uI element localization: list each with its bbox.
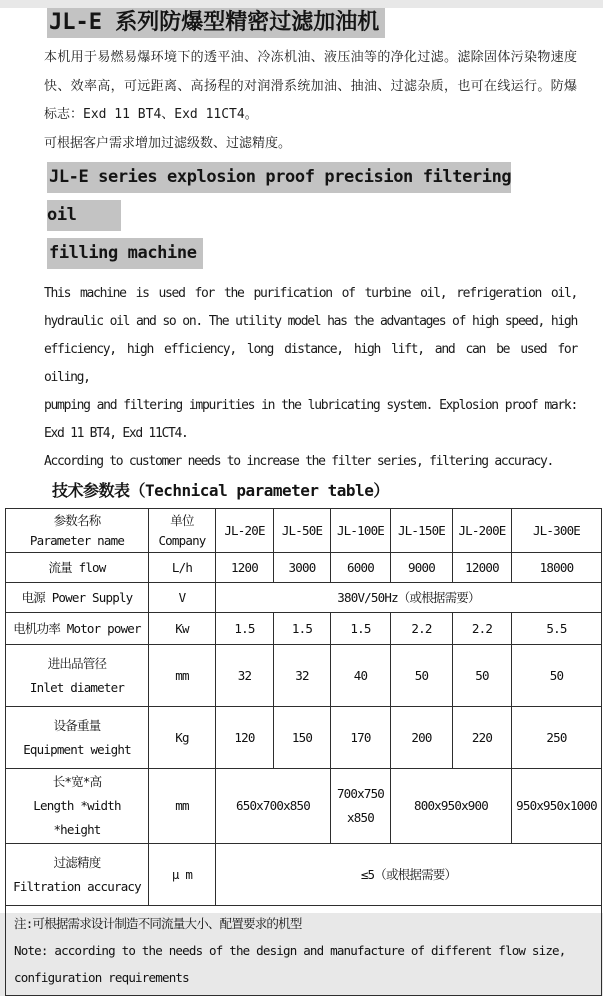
cell-line: 1.5 bbox=[234, 620, 255, 636]
table-cell bbox=[149, 613, 216, 645]
cell-line: 32 bbox=[295, 667, 309, 683]
text-line bbox=[44, 420, 577, 448]
table-cell bbox=[6, 769, 149, 844]
cell-line: L/h bbox=[171, 559, 193, 575]
cell-line: Inlet diameter bbox=[29, 679, 125, 695]
table-cell bbox=[216, 613, 274, 645]
text-line-content: Exd 11 BT4, Exd 11CT4. bbox=[44, 426, 188, 441]
cell-line: x850 bbox=[347, 810, 374, 825]
cell-line: 170 bbox=[350, 729, 371, 745]
table-cell bbox=[6, 613, 149, 645]
page-title-en bbox=[47, 158, 588, 272]
table-cell bbox=[6, 553, 149, 583]
table-cell bbox=[274, 613, 331, 645]
cell-line: 流量 flow bbox=[48, 559, 106, 575]
text-line-content: JL-E 系列防爆型精密过滤加油机 bbox=[47, 8, 385, 38]
table-cell bbox=[6, 707, 149, 769]
table-header-cell bbox=[6, 509, 149, 553]
text-line bbox=[47, 8, 583, 38]
cell-line: 6000 bbox=[347, 559, 374, 575]
cell-line: 单位 bbox=[170, 512, 194, 528]
cell-line: 50 bbox=[549, 667, 564, 683]
table-header-cell bbox=[391, 509, 453, 553]
cell-line: 950x950x1000 bbox=[516, 798, 597, 813]
cell-line: 过滤精度 bbox=[53, 854, 101, 870]
cell-line: 长*宽*高 bbox=[52, 774, 102, 789]
table-row bbox=[6, 553, 602, 583]
cell-line: Equipment weight bbox=[23, 741, 131, 757]
table-cell bbox=[391, 769, 512, 844]
cell-line: Filtration accuracy bbox=[13, 878, 141, 894]
text-line bbox=[44, 392, 577, 420]
text-line-content: 本机用于易燃易爆环境下的透平油、冷冻机油、液压油等的净化过滤。滤除固体污染物速度 bbox=[44, 50, 577, 65]
table-cell bbox=[149, 707, 216, 769]
cell-line: mm bbox=[175, 667, 189, 683]
table-cell bbox=[216, 707, 274, 769]
table-body bbox=[6, 553, 602, 996]
cell-line: 50 bbox=[414, 667, 429, 683]
table-row bbox=[6, 583, 602, 613]
text-line bbox=[44, 73, 577, 102]
cell-line: 120 bbox=[234, 729, 255, 745]
cell-line: 1.5 bbox=[350, 620, 371, 636]
table-cell bbox=[149, 844, 216, 906]
cell-line: 12000 bbox=[465, 559, 499, 575]
table-cell bbox=[331, 707, 391, 769]
table-header-cell bbox=[512, 509, 602, 553]
cell-line: 5.5 bbox=[546, 620, 567, 636]
table-cell bbox=[6, 583, 149, 613]
table-cell bbox=[391, 613, 453, 645]
table-cell bbox=[274, 645, 331, 707]
cell-line: 3000 bbox=[288, 559, 316, 575]
text-line-content: filling machine bbox=[47, 238, 203, 269]
document-page bbox=[0, 8, 603, 985]
cell-line: 注:可根据需求设计制造不同流量大小、配置要求的机型 bbox=[14, 916, 302, 931]
table-cell bbox=[512, 613, 602, 645]
cell-line: 150 bbox=[291, 729, 313, 745]
technical-parameter-table bbox=[5, 508, 602, 996]
text-line bbox=[44, 44, 577, 73]
text-line bbox=[47, 158, 588, 234]
table-cell bbox=[274, 553, 331, 583]
table-cell bbox=[149, 583, 216, 613]
cell-line: Length *width *height bbox=[33, 798, 121, 837]
table-row bbox=[6, 769, 602, 844]
table-cell bbox=[331, 553, 391, 583]
table-cell bbox=[216, 769, 331, 844]
cell-line: 电源 Power Supply bbox=[21, 589, 133, 605]
cell-line: 电机功率 Motor power bbox=[13, 620, 141, 636]
text-line-content: 可根据客户需求增加过滤级数、过滤精度。 bbox=[44, 135, 292, 151]
table-cell bbox=[512, 769, 602, 844]
cell-line: 50 bbox=[475, 667, 489, 683]
table-header-cell bbox=[453, 509, 512, 553]
cell-line: 40 bbox=[353, 667, 368, 683]
cell-line: 700x750 bbox=[336, 786, 385, 801]
cell-line: Note: according to the needs of the design and manufacture of different flow size, configuration requirements bbox=[14, 943, 566, 985]
cell-line: 650x700x850 bbox=[236, 798, 310, 813]
table-cell bbox=[331, 645, 391, 707]
table-header-cell bbox=[331, 509, 391, 553]
text-line-content: 标志：Exd 11 BT4、Exd 11CT4。 bbox=[44, 107, 258, 122]
cell-line: 2.2 bbox=[411, 620, 432, 636]
cell-line: Kw bbox=[175, 620, 189, 636]
table-cell bbox=[216, 645, 274, 707]
table-cell bbox=[453, 645, 512, 707]
cell-line: 380V/50Hz（或根据需要） bbox=[337, 589, 480, 605]
table-cell bbox=[512, 707, 602, 769]
table-cell bbox=[216, 553, 274, 583]
cell-line: 设备重量 bbox=[53, 717, 101, 733]
cell-line: 32 bbox=[237, 667, 252, 683]
cell-line: 进出品管径 bbox=[47, 655, 107, 671]
table-cell bbox=[391, 707, 453, 769]
cell-line: 1.5 bbox=[291, 620, 313, 636]
table-cell bbox=[331, 613, 391, 645]
intro-paragraph-zh bbox=[44, 44, 577, 158]
text-line-content: This machine is used for the purification of turbine oil, refrigeration oil, bbox=[44, 286, 577, 301]
text-line-content: 快、效率高，可远距离、高扬程的对润滑系统加油、抽油、过滤杂质，也可在线运行。防爆 bbox=[44, 78, 577, 94]
table-row bbox=[6, 844, 602, 906]
text-line-content: pumping and filtering impurities in the lubricating system. Explosion proof mark: bbox=[44, 398, 577, 413]
table-cell bbox=[331, 769, 391, 844]
table-header-cell bbox=[149, 509, 216, 553]
table-cell bbox=[6, 844, 149, 906]
cell-line: Parameter name bbox=[29, 532, 125, 548]
table-header-cell bbox=[274, 509, 331, 553]
text-line-content: According to customer needs to increase the filter series, filtering accuracy. bbox=[44, 454, 554, 469]
cell-line: JL-20E bbox=[224, 522, 265, 538]
text-line-content: efficiency, high efficiency, long distance, high lift, and can be used for oiling, bbox=[44, 342, 577, 385]
cell-line: μ m bbox=[171, 866, 193, 882]
table-cell bbox=[274, 707, 331, 769]
table-cell bbox=[453, 613, 512, 645]
text-line-content: hydraulic oil and so on. The utility model has the advantages of high speed, high bbox=[44, 314, 577, 329]
cell-line: 250 bbox=[546, 729, 567, 745]
table-heading: 技术参数表（Technical parameter table） bbox=[52, 481, 389, 500]
table-note-row bbox=[6, 906, 602, 996]
text-line bbox=[44, 130, 577, 159]
cell-line: V bbox=[178, 589, 186, 605]
text-line bbox=[44, 280, 577, 308]
table-cell bbox=[512, 553, 602, 583]
table-cell bbox=[216, 583, 602, 613]
cell-line: 2.2 bbox=[471, 620, 493, 636]
text-line bbox=[44, 336, 577, 392]
table-cell bbox=[149, 645, 216, 707]
table-cell bbox=[453, 553, 512, 583]
cell-line: 18000 bbox=[539, 559, 574, 575]
table-row bbox=[6, 707, 602, 769]
cell-line: 9000 bbox=[408, 559, 435, 575]
cell-line: 220 bbox=[471, 729, 493, 745]
cell-line: Company bbox=[158, 532, 206, 548]
text-line bbox=[44, 308, 577, 336]
table-cell bbox=[391, 645, 453, 707]
table-cell bbox=[216, 844, 602, 906]
table-cell bbox=[6, 906, 602, 996]
text-line-content: JL-E series explosion proof precision filtering oil bbox=[47, 162, 511, 231]
table-cell bbox=[391, 553, 453, 583]
text-line bbox=[44, 448, 577, 476]
table-header-cell bbox=[216, 509, 274, 553]
table-row bbox=[6, 613, 602, 645]
table-row bbox=[6, 509, 602, 553]
cell-line: JL-50E bbox=[281, 522, 323, 538]
table-cell bbox=[149, 553, 216, 583]
text-line bbox=[44, 101, 577, 130]
table-cell bbox=[512, 645, 602, 707]
table-row bbox=[6, 645, 602, 707]
cell-line: 1200 bbox=[231, 559, 258, 575]
page-title-zh bbox=[47, 8, 583, 38]
cell-line: 200 bbox=[411, 729, 432, 745]
cell-line: JL-100E bbox=[336, 522, 385, 538]
cell-line: 参数名称 bbox=[53, 512, 101, 528]
cell-line: mm bbox=[175, 798, 189, 813]
cell-line: ≤5（或根据需要） bbox=[360, 866, 457, 882]
table-cell bbox=[6, 645, 149, 707]
cell-line: Kg bbox=[175, 729, 189, 745]
cell-line: JL-150E bbox=[397, 522, 446, 538]
intro-paragraph-en bbox=[44, 280, 577, 476]
table-cell bbox=[149, 769, 216, 844]
cell-line: JL-200E bbox=[458, 522, 506, 538]
cell-line: JL-300E bbox=[532, 522, 581, 538]
text-line bbox=[47, 234, 588, 272]
table-cell bbox=[453, 707, 512, 769]
cell-line: 800x950x900 bbox=[414, 798, 488, 813]
table-header-row bbox=[6, 509, 602, 553]
